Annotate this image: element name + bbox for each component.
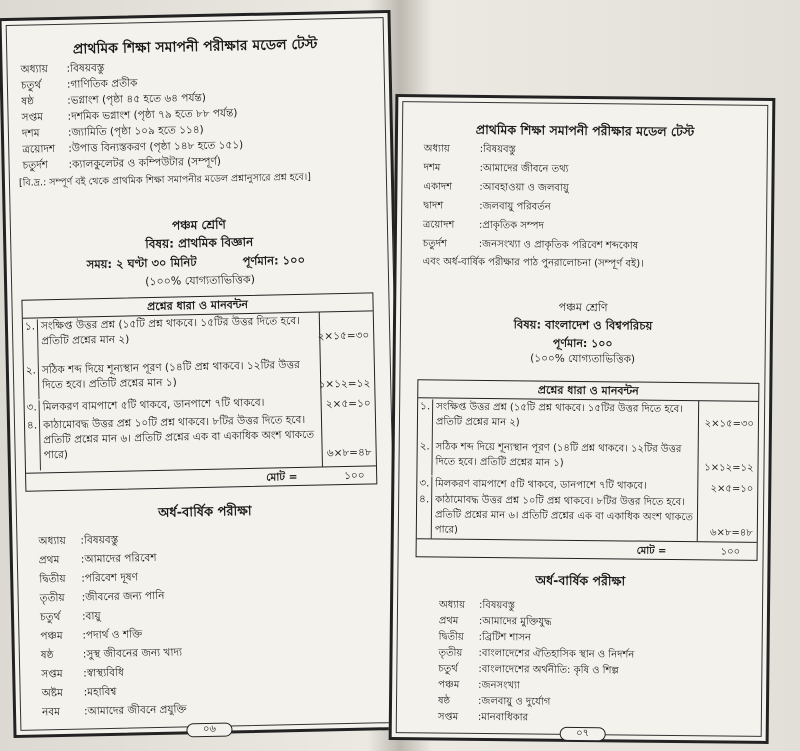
half-chapter-label: ষষ্ঠ — [40, 649, 54, 662]
half-chapter-label: প্রথম — [38, 554, 60, 567]
half-chapter-label: পঞ্চম — [40, 629, 63, 643]
row-marks: ৬×৮=৪৮ — [710, 527, 753, 539]
table-row — [25, 411, 376, 470]
row-marks: ৬×৮=৪৮ — [326, 446, 372, 460]
row-marks: ২×১৫=৩০ — [317, 329, 370, 343]
chapter-row: চতুর্থ :গাণিতিক প্রতীক — [21, 76, 138, 95]
exam-time: সময়: ২ ঘণ্টা ৩০ মিনিট — [86, 255, 197, 272]
row-text: মিলকরণ বামপাশে ৫টি থাকবে, ডানপাশে ৭টি থাকবে। — [42, 396, 265, 414]
half-chapter-value: সুস্থ জীবনের জন্য খাদ্য — [86, 646, 183, 661]
table-row — [417, 492, 757, 542]
half-chapter-label: পঞ্চম — [438, 679, 460, 691]
chapter-row: ত্রয়োদশ :প্রাকৃতিক সম্পদ — [423, 217, 544, 235]
chapter-header: অধ্যায় :বিষয়বস্তু — [20, 61, 104, 80]
half-chapter-value: জলবায়ু ও দুর্যোগ — [481, 695, 551, 708]
total-label: মোট = — [266, 471, 298, 484]
row-number: ১. — [418, 399, 433, 439]
half-chapter-label: প্রথম — [438, 615, 459, 627]
chapter-label: ত্রয়োদশ — [422, 219, 455, 231]
half-chapter-label: তৃতীয় — [438, 647, 463, 659]
chapter-value: ভগ্নাংশ (পৃষ্ঠা ৪৫ হতে ৬৪ পর্যন্ত) — [70, 91, 206, 107]
chapter-value: আবহাওয়া ও জলবায়ু — [482, 181, 569, 194]
chapter-value: দশমিক ভগ্নাংশ (পৃষ্ঠা ৭৯ হতে ৮৮ পর্যন্ত) — [71, 107, 238, 123]
right-page — [389, 94, 776, 744]
row-number: ৪. — [25, 418, 41, 470]
page-number: ০৭ — [560, 727, 606, 741]
half-header-label: অধ্যায় — [438, 599, 466, 611]
row-marks: ২×১৫=৩০ — [704, 418, 755, 430]
half-chapter-value: বায়ু — [85, 610, 101, 623]
half-chapter-row: ষষ্ঠ :সুস্থ জীবনের জন্য খাদ্য — [41, 645, 182, 665]
chapter-label: ষষ্ঠ — [21, 95, 35, 108]
chapter-row: ত্রয়োদশ :উপাত্ত বিন্যস্তকরণ (পৃষ্ঠা ১৪৮ হতে ১৫১) — [22, 138, 243, 160]
half-chapter-row: দ্বিতীয় :ব্রিটিশ শাসন — [439, 630, 531, 648]
half-chapter-label: তৃতীয় — [39, 591, 65, 605]
chapter-row: চতুর্দশ :ক্যালকুলেটর ও কম্পিউটার (সম্পূর্ণ) — [22, 155, 221, 176]
half-yearly-title: অর্ধ-বার্ষিক পরীক্ষা — [158, 503, 252, 521]
marks-table — [416, 379, 760, 561]
chapter-label: চতুর্থ — [20, 79, 42, 92]
half-chapter-value: আমাদের মুক্তিযুদ্ধ — [482, 615, 552, 628]
chapter-value: গাণিতিক প্রতীক — [70, 77, 138, 91]
full-marks: পূর্ণমান: ১০০ — [242, 252, 306, 269]
half-chapter-row: চতুর্থ :বায়ু — [40, 609, 101, 627]
class-heading: পঞ্চম শ্রেণি — [558, 300, 608, 315]
half-chapter-value: আমাদের পরিবেশ — [84, 551, 157, 566]
chapter-value: উপাত্ত বিন্যস্তকরণ (পৃষ্ঠা ১৪৮ হতে ১৫১) — [71, 139, 244, 155]
page-title: প্রাথমিক শিক্ষা সমাপনী পরীক্ষার মডেল টেস্ট — [72, 36, 318, 58]
half-chapter-value: জনসংখ্যা — [481, 679, 520, 692]
marks-table — [21, 292, 377, 491]
row-text: সংক্ষিপ্ত উত্তর প্রশ্ন (১৫টি প্রশ্ন থাকবে। ১৫টির উত্তর দিতে হবে। প্রতিটি প্রশ্নের মান ২) — [435, 401, 683, 429]
table-row — [418, 399, 758, 443]
half-header-value: বিষয়বস্তু — [482, 599, 516, 612]
chapter-value: জ্যামিতি (পৃষ্ঠা ১০৯ হতে ১১৪) — [71, 123, 204, 139]
subject-heading: বিষয়: বাংলাদেশ ও বিশ্বপরিচয় — [513, 317, 653, 333]
half-chapter-value: বাংলাদেশের ঐতিহাসিক স্থান ও নিদর্শন — [481, 647, 635, 661]
table-title: প্রশ্নের ধারা ও মানবন্টন — [22, 293, 372, 318]
half-chapter-row: প্রথম :আমাদের মুক্তিযুদ্ধ — [439, 614, 552, 632]
table-row — [23, 312, 374, 363]
row-text: সঠিক শব্দ দিয়ে শূন্যস্থান পূরণ (১৪টি প্রশ্ন থাকবে। ১২টির উত্তর দিতে হবে। প্রতিটি প্রশ্নের মান ১) — [41, 358, 300, 392]
chapter-value: ক্যালকুলেটর ও কম্পিউটার (সম্পূর্ণ) — [72, 155, 221, 171]
row-text: সংক্ষিপ্ত উত্তর প্রশ্ন (১৫টি প্রশ্ন থাকবে। ১৫টির উত্তর দিতে হবে। প্রতিটি প্রশ্নের মান ২) — [40, 314, 301, 348]
half-chapter-row: নবম :আমাদের জীবনে প্রযুক্তি — [42, 702, 187, 722]
class-heading: পঞ্চম শ্রেণি — [171, 217, 226, 233]
half-chapter-value: পদার্থ ও শক্তি — [85, 628, 143, 642]
half-chapter-label: অষ্টম — [41, 686, 63, 700]
half-chapter-row: চতুর্থ :বাংলাদেশের অর্থনীতি: কৃষি ও শিল্প — [438, 662, 618, 681]
page-title: প্রাথমিক শিক্ষা সমাপনী পরীক্ষার মডেল টেস্ট — [475, 121, 695, 140]
note: [বি.দ্র.: সম্পূর্ণ বই থেকে প্রাথমিক শিক্ষা সমাপনীর মডেল প্রশ্নানুসারে প্রশ্ন হবে।] — [18, 171, 312, 189]
chapter-header-label: অধ্যায় — [20, 63, 48, 76]
basis-note: (১০০% যোগ্যতাভিত্তিক) — [144, 272, 256, 289]
chapter-label: চতুর্দশ — [22, 159, 48, 172]
half-header-label: অধ্যায় — [38, 534, 66, 548]
half-chapter-label: সপ্তম — [41, 667, 63, 681]
half-chapter-header: অধ্যায় :বিষয়বস্তু — [439, 598, 515, 616]
half-chapter-label: দ্বিতীয় — [438, 631, 464, 643]
chapter-header-value: বিষয়বস্তু — [483, 143, 516, 156]
half-chapter-row: পঞ্চম :পদার্থ ও শক্তি — [40, 627, 142, 646]
chapter-row: দ্বাদশ :জলবায়ু পরিবর্তন — [423, 198, 551, 216]
half-chapter-value: মহাবিশ্ব — [87, 685, 117, 699]
chapter-label: দ্বাদশ — [423, 200, 444, 212]
half-chapter-label: চতুর্থ — [39, 611, 61, 624]
row-text: সঠিক শব্দ দিয়ে শূন্যস্থান পূরণ (১৪টি প্রশ্ন থাকবে। ১২টির উত্তর দিতে হবে। প্রতিটি প্রশ্নের মান ১) — [435, 441, 682, 469]
row-marks: ১×১২=১২ — [318, 377, 371, 391]
chapter-value: জনসংখ্যা ও প্রাকৃতিক পরিবেশ শব্দকোষ — [482, 238, 639, 252]
half-chapter-label: দ্বিতীয় — [39, 572, 66, 586]
half-chapter-row: সপ্তম :স্বাস্থ্যবিধি — [41, 666, 124, 685]
chapter-label: একাদশ — [423, 181, 453, 193]
half-chapter-value: বাংলাদেশের অর্থনীতি: কৃষি ও শিল্প — [481, 663, 619, 677]
half-chapter-row: সপ্তম :মানবাধিকার — [438, 710, 528, 728]
row-text: কাঠামোবদ্ধ উত্তর প্রশ্ন ১০টি প্রশ্ন থাকবে। ৮টির উত্তর দিতে হবে। প্রতিটি প্রশ্নের মান ৬। প্রতিটি প্রশ্নের এক বা একাধিক অংশ থাকতে পারে) — [42, 413, 315, 462]
row-number: ১. — [23, 319, 39, 363]
chapter-row: চতুর্দশ :জনসংখ্যা ও প্রাকৃতিক পরিবেশ শব্দকোষ — [423, 236, 639, 255]
row-number: ৪. — [417, 492, 432, 538]
basis-note: (১০০% যোগ্যতাভিত্তিক) — [530, 352, 636, 366]
chapter-label: সপ্তম — [21, 111, 44, 124]
half-chapter-value: আমাদের জীবনে প্রযুক্তি — [87, 703, 187, 718]
table-row — [417, 439, 757, 479]
left-page — [0, 10, 405, 738]
half-chapter-value: স্বাস্থ্যবিধি — [86, 666, 125, 680]
chapter-row: দশম :আমাদের জীবনে তথ্য — [424, 160, 569, 179]
table-row — [24, 356, 375, 399]
total-label: মোট = — [636, 545, 667, 557]
chapter-value: আমাদের জীবনে তথ্য — [482, 162, 569, 175]
half-chapter-row: পঞ্চম :জনসংখ্যা — [438, 678, 520, 696]
half-chapter-row: ষষ্ঠ :জলবায়ু ও দুর্যোগ — [438, 694, 551, 712]
chapter-label: দশম — [423, 162, 441, 174]
half-chapter-row: তৃতীয় :জীবনের জন্য পানি — [40, 589, 165, 609]
full-marks: পূর্ণমান: ১০০ — [552, 336, 613, 351]
half-chapter-value: মানবাধিকার — [481, 711, 529, 724]
row-number: ২. — [417, 439, 432, 475]
table-title: প্রশ্নের ধারা ও মানবন্টন — [418, 380, 758, 402]
row-text: কাঠামোবদ্ধ উত্তর প্রশ্ন ১০টি প্রশ্ন থাকবে। ৮টির উত্তর দিতে হবে। প্রতিটি প্রশ্নের মান ৬। প্রতিটি প্রশ্নের এক বা একাধিক অংশ থাকতে পারে) — [434, 494, 693, 536]
half-header-value: বিষয়বস্তু — [83, 533, 119, 547]
total-value: ১০০ — [344, 469, 365, 483]
half-chapter-label: ষষ্ঠ — [437, 695, 451, 707]
chapter-value: প্রাকৃতিক সম্পদ — [482, 219, 544, 232]
half-chapter-value: পরিবেশ দূষণ — [84, 571, 139, 585]
row-number: ৩. — [25, 400, 40, 418]
half-chapter-label: চতুর্থ — [438, 663, 458, 675]
half-chapter-row: দ্বিতীয় :পরিবেশ দূষণ — [39, 570, 138, 589]
half-chapter-value: ব্রিটিশ শাসন — [482, 631, 531, 644]
chapter-label: চতুর্দশ — [422, 238, 447, 250]
half-yearly-title: অর্ধ-বার্ষিক পরীক্ষা — [535, 572, 626, 589]
half-chapter-label: নবম — [41, 706, 61, 719]
half-chapter-row: তৃতীয় :বাংলাদেশের ঐতিহাসিক স্থান ও নিদর্শন — [438, 646, 634, 665]
chapter-value: জলবায়ু পরিবর্তন — [482, 200, 551, 213]
row-marks: ১×১২=১২ — [704, 462, 754, 474]
half-chapter-label: সপ্তম — [437, 711, 459, 723]
review-note: এবং অর্ধ-বার্ষিক পরীক্ষার পাঠ পুনরালোচনা (সম্পূর্ণ বই)। — [422, 256, 644, 270]
chapter-header-label: অধ্যায় — [423, 143, 450, 155]
chapter-label: ত্রয়োদশ — [22, 143, 56, 156]
row-text: মিলকরণ বামপাশে ৫টি থাকবে, ডানপাশে ৭টি থাকবে। — [435, 478, 647, 492]
chapter-row: দশম :জ্যামিতি (পৃষ্ঠা ১০৯ হতে ১১৪) — [22, 123, 204, 144]
chapter-row: একাদশ :আবহাওয়া ও জলবায়ু — [423, 179, 569, 198]
chapter-header-value: বিষয়বস্তু — [69, 61, 105, 75]
row-marks: ২×৫=১০ — [710, 483, 754, 495]
half-chapter-row: প্রথম :আমাদের পরিবেশ — [39, 551, 157, 570]
half-chapter-row: অষ্টম :মহাবিশ্ব — [42, 685, 117, 704]
page-number: ০৬ — [186, 722, 232, 737]
row-number: ২. — [24, 363, 40, 399]
row-marks: ২×৫=১০ — [325, 397, 371, 411]
half-chapter-header: অধ্যায় :বিষয়বস্তু — [38, 533, 118, 552]
chapter-header: অধ্যায় :বিষয়বস্তু — [424, 141, 516, 159]
subject-heading: বিষয়: প্রাথমিক বিজ্ঞান — [145, 234, 254, 252]
chapter-row: সপ্তম :দশমিক ভগ্নাংশ (পৃষ্ঠা ৭৯ হতে ৮৮ পর্যন্ত) — [21, 106, 237, 128]
row-number: ৩. — [417, 476, 432, 492]
half-chapter-value: জীবনের জন্য পানি — [85, 589, 165, 604]
chapter-label: দশম — [21, 127, 40, 140]
chapter-row: ষষ্ঠ :ভগ্নাংশ (পৃষ্ঠা ৪৫ হতে ৬৪ পর্যন্ত) — [21, 91, 206, 112]
total-value: ১০০ — [720, 546, 741, 558]
